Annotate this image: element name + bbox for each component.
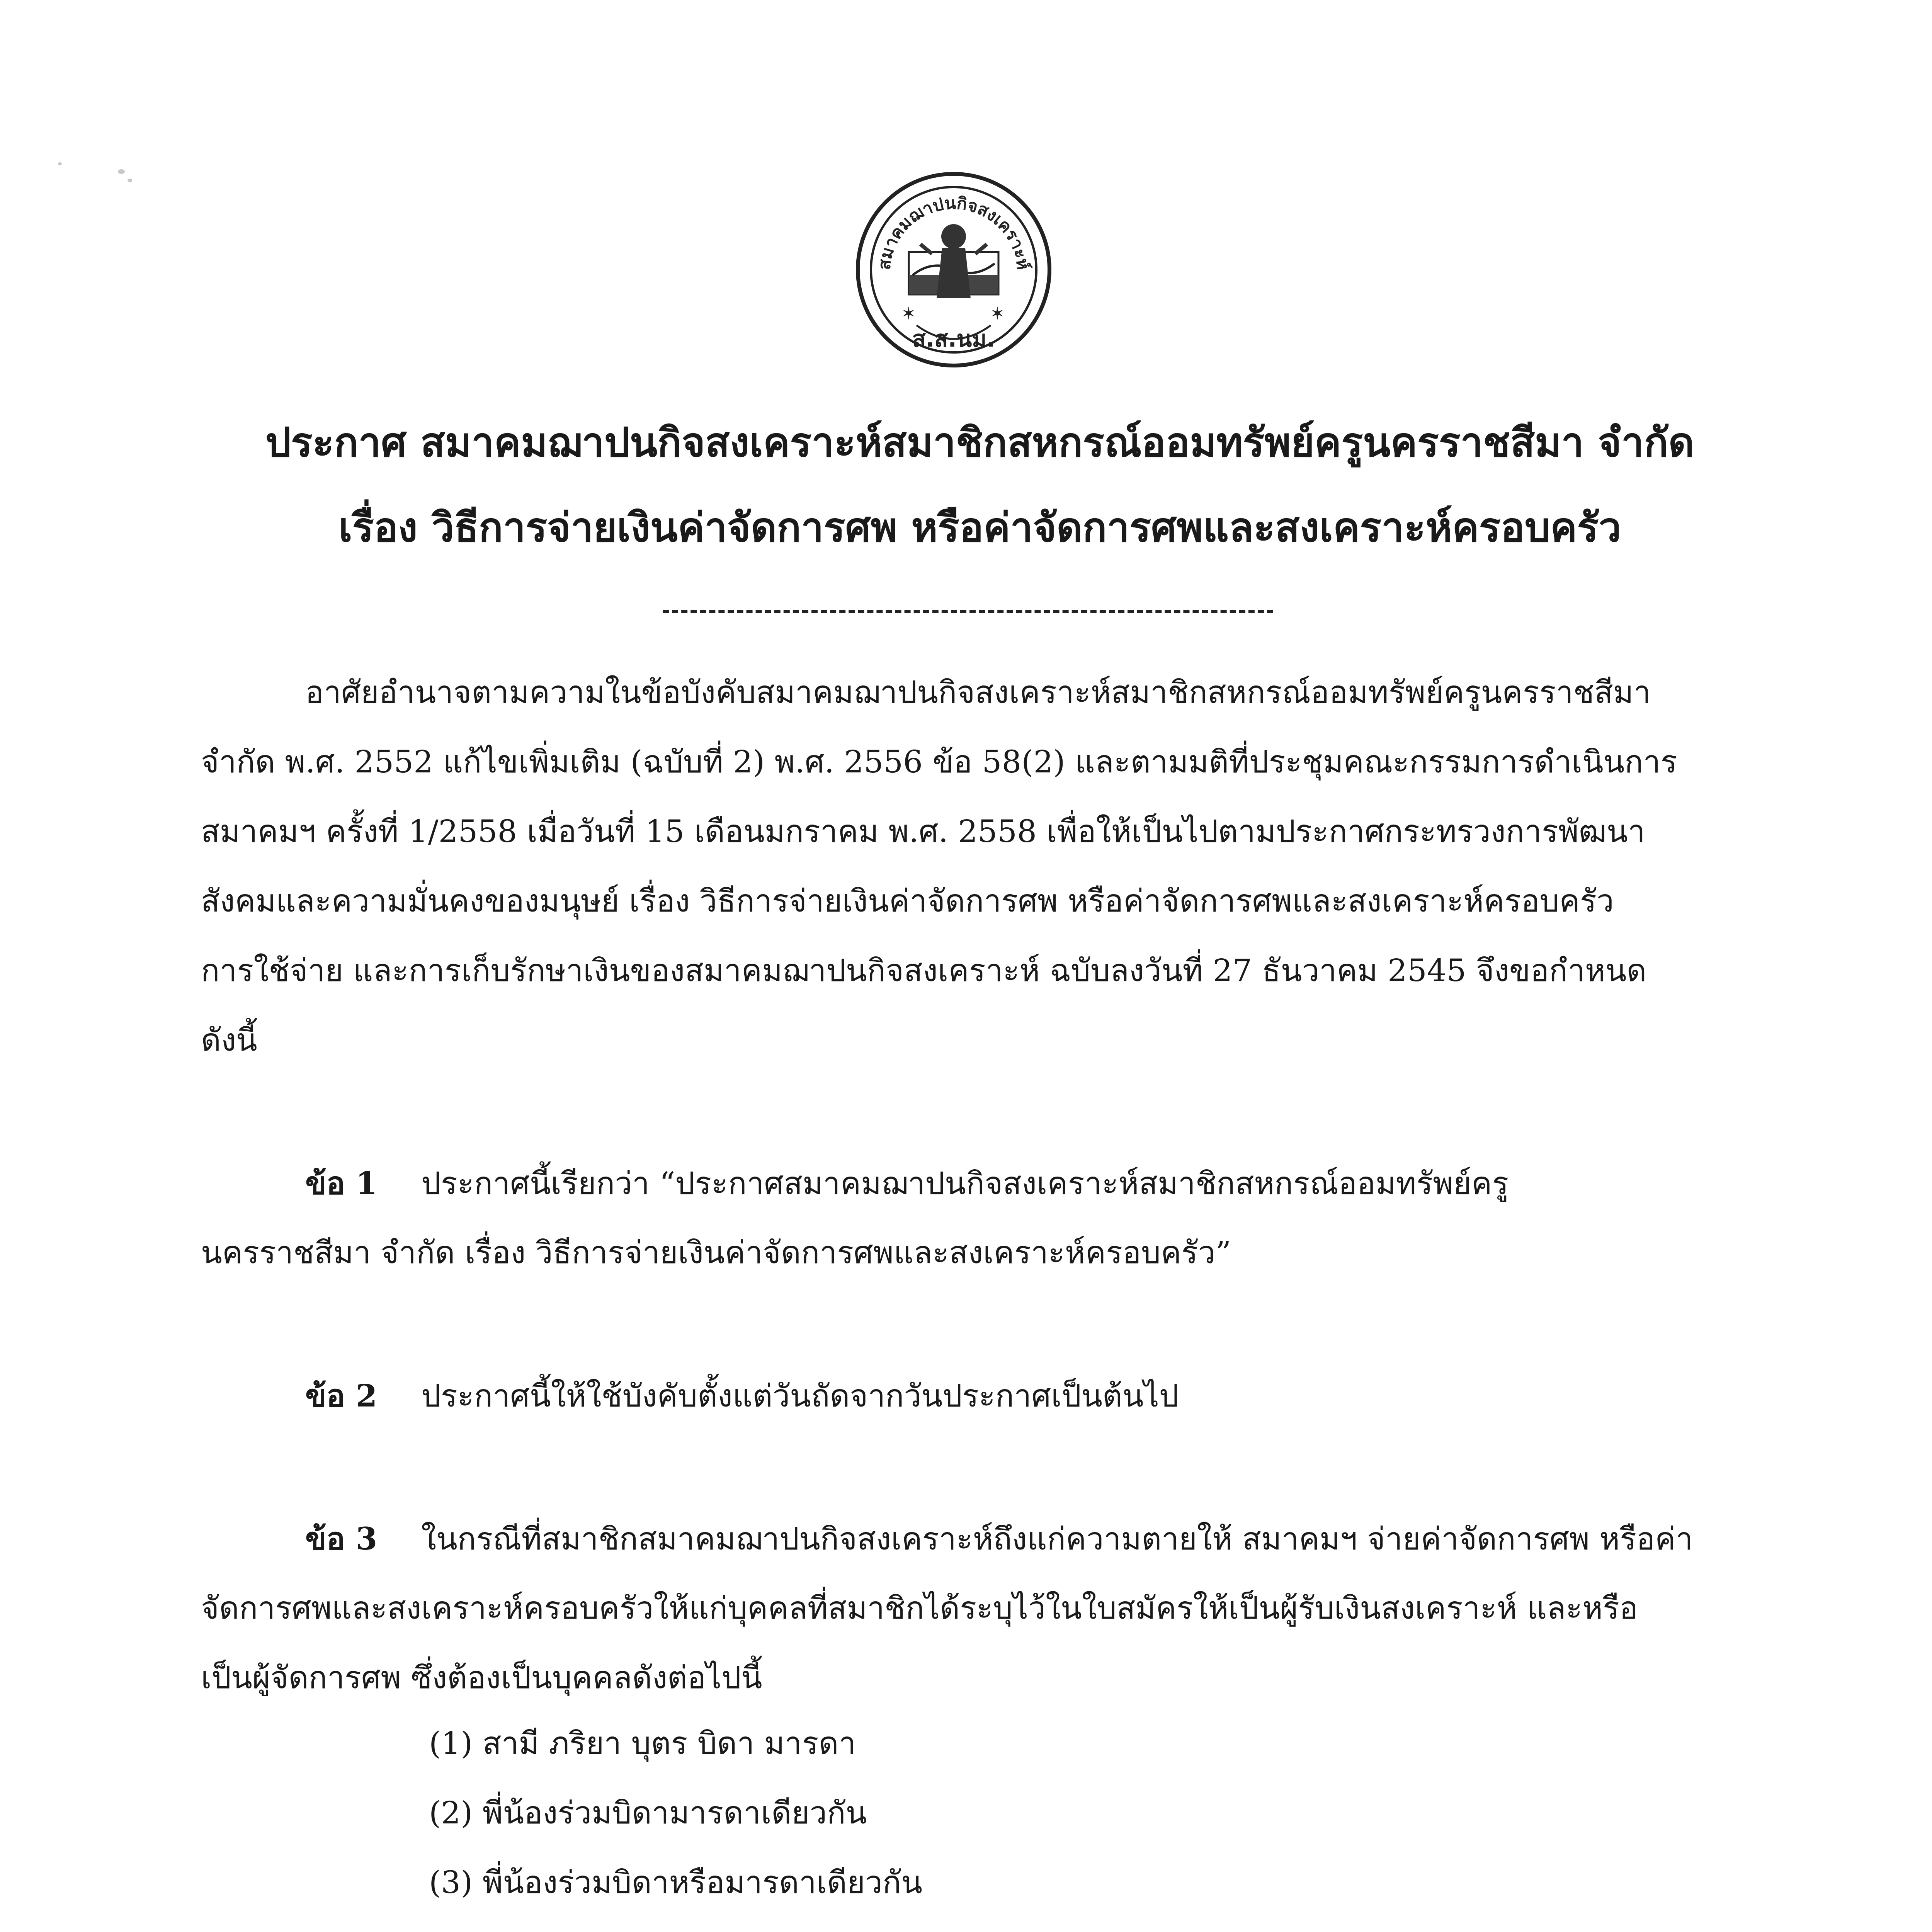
clause-1 — [305, 1155, 1509, 1211]
clause-2 — [305, 1368, 1179, 1424]
svg-text:✶: ✶ — [990, 303, 1005, 324]
association-seal-logo — [855, 171, 1053, 369]
clause-3-item — [429, 1924, 658, 1932]
clause-3-text: ในกรณีที่สมาชิกสมาคมฌาปนกิจสงเคราะห์ถึงแก่ความตายให้ สมาคมฯ จ่ายค่าจัดการศพ หรือค่า — [421, 1521, 1693, 1557]
clause-2-text: ประกาศนี้ให้ใช้บังคับตั้งแต่วันถัดจากวันประกาศเป็นต้นไป — [421, 1378, 1179, 1414]
preamble-line: ดังนี้ — [201, 1022, 257, 1058]
scan-speck — [118, 169, 125, 174]
title-divider — [663, 610, 1273, 613]
clause-3-item: (2) พี่น้องร่วมบิดามารดาเดียวกัน — [429, 1795, 867, 1831]
clause-1-text: ประกาศนี้เรียกว่า “ประกาศสมาคมฌาปนกิจสงเคราะห์สมาชิกสหกรณ์ออมทรัพย์ครู — [421, 1165, 1509, 1201]
preamble-line: อาศัยอำนาจตามความในข้อบังคับสมาคมฌาปนกิจสงเคราะห์สมาชิกสหกรณ์ออมทรัพย์ครูนครราชสีมา — [305, 674, 1651, 710]
scan-speck — [128, 179, 132, 182]
clause-3 — [305, 1511, 1693, 1567]
clause-3-continuation: จัดการศพและสงเคราะห์ครอบครัวให้แก่บุคคลที่สมาชิกได้ระบุไว้ในใบสมัครให้เป็นผู้รับเงินสงเคราะห์ และหรือ — [201, 1590, 1638, 1626]
clause-3-item: (1) สามี ภริยา บุตร บิดา มารดา — [429, 1725, 856, 1761]
clause-2-label: ข้อ 2 — [305, 1378, 378, 1414]
preamble-line: จำกัด พ.ศ. 2552 แก้ไขเพิ่มเติม (ฉบับที่ 2) พ.ศ. 2556 ข้อ 58(2) และตามมติที่ประชุมคณะกรรมการดำเนินการ — [201, 744, 1677, 780]
seal-ring-text: สมาคมฌาปนกิจสงเคราะห์ — [874, 193, 1033, 271]
clause-3-item: (3) พี่น้องร่วมบิดาหรือมารดาเดียวกัน — [429, 1864, 923, 1900]
preamble-line: การใช้จ่าย และการเก็บรักษาเงินของสมาคมฌาปนกิจสงเคราะห์ ฉบับลงวันที่ 27 ธันวาคม 2545 จึงขอกำหนด — [201, 952, 1647, 988]
svg-text:✶: ✶ — [901, 303, 916, 324]
clause-3-label: ข้อ 3 — [305, 1520, 378, 1557]
preamble-line: สังคมและความมั่นคงของมนุษย์ เรื่อง วิธีการจ่ายเงินค่าจัดการศพ หรือค่าจัดการศพและสงเคราะห์ครอบครัว — [201, 883, 1614, 919]
seal-abbreviation: ส.ส.นม. — [912, 326, 995, 352]
clause-3-continuation: เป็นผู้จัดการศพ ซึ่งต้องเป็นบุคคลดังต่อไปนี้ — [201, 1660, 762, 1696]
scan-speck — [58, 162, 62, 165]
announcement-title: ประกาศ สมาคมฌาปนกิจสงเคราะห์สมาชิกสหกรณ์ออมทรัพย์ครูนครราชสีมา จำกัด — [265, 418, 1695, 466]
clause-1-continuation: นครราชสีมา จำกัด เรื่อง วิธีการจ่ายเงินค่าจัดการศพและสงเคราะห์ครอบครัว” — [201, 1235, 1231, 1270]
clause-1-label: ข้อ 1 — [305, 1165, 378, 1201]
announcement-subject: เรื่อง วิธีการจ่ายเงินค่าจัดการศพ หรือค่าจัดการศพและสงเคราะห์ครอบครัว — [338, 503, 1621, 551]
preamble-line: สมาคมฯ ครั้งที่ 1/2558 เมื่อวันที่ 15 เดือนมกราคม พ.ศ. 2558 เพื่อให้เป็นไปตามประกาศกระทรวงการพัฒนา — [201, 813, 1645, 849]
